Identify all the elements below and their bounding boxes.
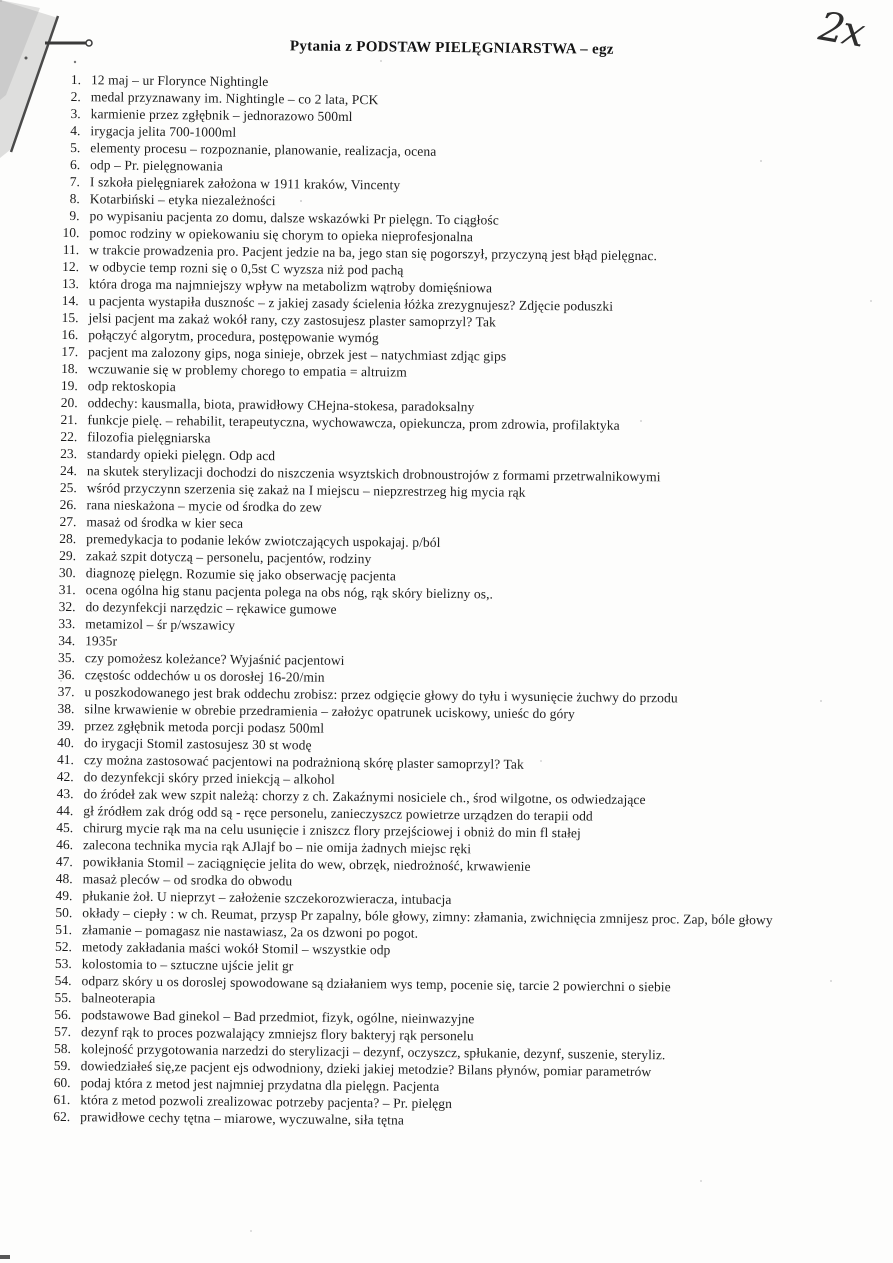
question-number: 35.: [58, 649, 76, 666]
question-text: u poszkodowanego jest brak oddechu zrobisz: przez odgięcie głowy do tyłu i wysunięcie żuchwy do przodu: [84, 684, 678, 706]
question-text: oddechy: kausmalla, biota, prawidłowy CHejna-stokesa, paradoksalny: [87, 395, 475, 415]
question-number: 4.: [70, 123, 81, 139]
question-text: na skutek sterylizacji dochodzi do niszczenia wsyztskich drobnoustrojów z formami przetrwalnikowymi: [86, 463, 661, 485]
question-text: u pacjenta wystapiła dusznośc – z jakiej zasady ścielenia łóżka zrezygnujesz? Zdjęcie poduszki: [88, 293, 614, 314]
question-number: 47.: [55, 853, 73, 870]
question-text: do źródeł zak wew szpit należą: chorzy z ch. Zakaźnymi nosiciele ch., środ wilgotne, os odwiedzające: [83, 786, 646, 808]
question-text: irygacja jelita 700-1000ml: [90, 123, 237, 140]
question-text: częstośc oddechów u os dorosłej 16-20/min: [84, 667, 325, 685]
question-text: diagnozę pielęgn. Rozumie się jako obserwację pacjenta: [85, 565, 397, 584]
question-number: 42.: [56, 768, 74, 785]
question-number: 23.: [60, 445, 78, 462]
question-number: 27.: [59, 513, 77, 530]
question-text: złamanie – pomagasz nie nastawiasz, 2a os dzwoni po pogot.: [82, 922, 419, 941]
question-number: 41.: [56, 751, 74, 768]
question-text: jelsi pacjent ma zakaż wokół rany, czy zastosujesz plaster samoprzyl? Tak: [88, 310, 497, 330]
question-text: metody zakładania maści wokół Stomil – wszystkie odp: [81, 939, 391, 958]
question-number: 50.: [55, 904, 73, 921]
handwritten-annotation: 2x: [815, 3, 867, 57]
question-number: 36.: [57, 666, 75, 683]
question-number: 15.: [61, 309, 79, 326]
question-number: 31.: [58, 581, 76, 598]
question-text: chirurg mycie rąk ma na celu usunięcie i zniszcz flory przejściowej i obniż do min fl stałej: [83, 820, 582, 841]
question-text: pacjent ma zalozony gips, noga sinieje, obrzek jest – natychmiast zdjąc gips: [88, 344, 507, 364]
question-text: karmienie przez zgłębnik – jednorazowo 500ml: [90, 106, 353, 124]
question-text: kolejność przygotowania narzedzi do sterylizacji – dezynf, oczyszcz, spłukanie, dezynf, suszenie, steryliz.: [80, 1041, 666, 1063]
question-text: odparz skóry u os doroslej spowodowane są działaniem wys temp, pocenie się, tarcie 2 powierchni o siebie: [81, 973, 671, 995]
question-number: 53.: [54, 955, 72, 972]
question-text: metamizol – śr p/wszawicy: [85, 616, 236, 633]
question-number: 9.: [69, 208, 80, 224]
question-number: 14.: [61, 292, 79, 309]
question-text: dezynf rąk to proces pozwalający zmniejsz flory bakteryj rąk personelu: [80, 1024, 474, 1044]
question-number: 1.: [70, 72, 82, 88]
question-number: 22.: [60, 428, 78, 445]
question-text: podstawowe Bad ginekol – Bad przedmiot, fizyk, ogólne, nieinwazyjne: [81, 1007, 475, 1027]
question-text: I szkoła pielęgniarek założona w 1911 kraków, Vincenty: [89, 174, 401, 193]
question-text: standardy opieki pielęgn. Odp acd: [87, 446, 276, 464]
question-text: Kotarbiński – etyka niezależności: [89, 191, 276, 209]
question-text: medal przyznawany im. Nightingle – co 2 lata, PCK: [90, 89, 379, 108]
question-number: 6.: [69, 157, 81, 173]
question-number: 10.: [62, 224, 80, 241]
question-text: wczuwanie się w problemy chorego to empatia = altruizm: [87, 361, 407, 380]
question-text: która droga ma najmniejszy wpływ na metabolizm wątroby domięśniowa: [88, 276, 493, 296]
question-number: 29.: [59, 547, 77, 564]
question-text: masaż od środka w kier seca: [86, 514, 244, 531]
question-number: 11.: [62, 241, 80, 258]
question-number: 8.: [69, 191, 80, 207]
question-number: 39.: [57, 717, 75, 734]
question-text: 12 maj – ur Florynce Nightingle: [90, 72, 269, 90]
question-text: zakaż szpit dotyczą – personelu, pacjentów, rodziny: [85, 548, 372, 567]
question-number: 20.: [60, 394, 78, 411]
question-text: odp rektoskopia: [87, 378, 177, 395]
question-text: w trakcie prowadzenia pro. Pacjent jedzie na ba, jego stan się pogorszył, przyczyną jest błąd pielęgnac.: [89, 242, 658, 264]
question-text: przez zgłębnik metoda porcji podasz 500ml: [84, 718, 325, 736]
question-text: premedykacja to podanie leków zwiotczających uspokajaj. p/ból: [86, 531, 441, 550]
question-text: pomoc rodziny w opiekowaniu się chorym to opieka nieprofesjonalna: [89, 225, 474, 245]
question-number: 44.: [56, 802, 74, 819]
question-text: do dezynfekcji narzędzic – rękawice gumowe: [85, 599, 337, 617]
question-number: 7.: [69, 174, 81, 190]
question-text: do dezynfekcji skóry przed iniekcją – alkohol: [83, 769, 335, 787]
question-text: 1935r: [85, 633, 118, 649]
page-title: Pytania z PODSTAW PIELĘGNIARSTWA – egz: [289, 38, 614, 58]
question-number: 16.: [61, 326, 79, 343]
question-number: 3.: [70, 106, 81, 122]
question-text: odp – Pr. pielęgnowania: [90, 157, 223, 174]
question-list: [40, 71, 893, 1134]
question-text: w odbycie temp rozni się o 0,5st C wyzsza niż pod pachą: [88, 259, 404, 278]
question-number: 62.: [53, 1108, 71, 1125]
question-number: 12.: [62, 258, 80, 275]
question-text: zalecona technika mycia rąk AJlajf bo – nie omija żadnych miejsc ręki: [82, 837, 472, 857]
question-text: ocena ogólna hig stanu pacjenta polega na obs nóg, rąk skóry bielizny os,.: [85, 582, 494, 602]
question-text: podaj która z metod jest najmniej przydatna dla pielęgn. Pacjenta: [80, 1075, 440, 1094]
scan-mark-bottom-left: [0, 1255, 10, 1259]
question-number: 28.: [59, 530, 77, 547]
question-number: 56.: [54, 1006, 72, 1023]
question-text: która z metod pozwoli zrealizowac potrzeby pacjenta? – Pr. pielęgn: [80, 1092, 453, 1112]
question-number: 5.: [70, 140, 81, 156]
question-number: 51.: [55, 921, 73, 938]
question-text: gł źródłem zak dróg odd są - ręce personelu, zanieczyszcz powietrze urządzen do terapii odd: [83, 803, 593, 824]
question-number: 18.: [61, 360, 79, 377]
question-number: 25.: [59, 479, 77, 496]
question-number: 49.: [55, 887, 73, 904]
question-number: 38.: [57, 700, 75, 717]
question-text: połączyć algorytm, procedura, postępowanie wymóg: [88, 327, 379, 346]
question-number: 32.: [58, 598, 76, 615]
question-number: 2.: [70, 89, 81, 105]
question-number: 48.: [55, 870, 73, 887]
question-number: 33.: [58, 615, 76, 632]
question-number: 26.: [59, 496, 77, 513]
question-number: 13.: [61, 275, 79, 292]
question-number: 58.: [53, 1040, 71, 1057]
question-number: 61.: [53, 1091, 71, 1108]
question-text: filozofia pielęgniarska: [87, 429, 211, 446]
question-text: funkcje pielę. – rehabilit, terapeutyczna, wychowawcza, opiekuncza, prom zdrowia, profilaktyka: [87, 412, 620, 433]
question-text: płukanie żoł. U nieprzyt – założenie szczekorozwieracza, intubacja: [82, 888, 452, 908]
question-text: czy pomożesz koleżance? Wyjaśnić pacjentowi: [84, 650, 345, 668]
question-text: kolostomia to – sztuczne ujście jelit gr: [81, 956, 294, 974]
question-number: 37.: [57, 683, 75, 700]
question-text: po wypisaniu pacjenta zo domu, dalsze wskazówki Pr pielęgn. To ciągłośc: [89, 208, 499, 228]
question-number: 55.: [54, 989, 72, 1006]
question-text: rana nieskażona – mycie od środka do zew: [86, 497, 322, 515]
question-number: 52.: [54, 938, 73, 955]
question-text: silne krwawienie w obrebie przedramienia – założyc opatrunek uciskowy, unieśc do góry: [84, 701, 575, 722]
question-number: 57.: [54, 1023, 72, 1040]
question-number: 40.: [57, 734, 75, 751]
question-text: do irygacji Stomil zastosujesz 30 st wodę: [83, 735, 312, 753]
question-text: balneoterapia: [81, 990, 156, 1006]
question-number: 24.: [59, 462, 77, 479]
question-number: 59.: [53, 1057, 71, 1074]
question-text: masaż pleców – od srodka do obwodu: [82, 871, 293, 889]
question-number: 46.: [56, 836, 74, 853]
question-number: 21.: [60, 411, 78, 428]
question-number: 17.: [61, 343, 79, 360]
question-text: okłady – ciepły : w ch. Reumat, przysp Pr zapalny, bóle głowy, zimny: złamania, zwichnięcia zmnijesz proc. Zap, bóle głowy: [82, 905, 773, 928]
question-text: dowiedziałeś się,ze pacjent ejs odwodniony, dzieki jakiej metodzie? Bilans płynów, pomiar parametrów: [80, 1058, 652, 1080]
question-text: wśród przyczynn szerzenia się zakaż na I miejscu – niepzrestrzeg hig mycia rąk: [86, 480, 526, 500]
question-number: 34.: [58, 632, 76, 649]
question-text: prawidłowe cechy tętna – miarowe, wyczuwalne, siła tętna: [80, 1109, 405, 1128]
question-text: powikłania Stomil – zaciągnięcie jelita do wew, obrzęk, niedrożność, krwawienie: [82, 854, 531, 874]
question-number: 60.: [53, 1074, 71, 1091]
question-number: 19.: [60, 377, 78, 394]
question-text: elementy procesu – rozpoznanie, planowanie, realizacja, ocena: [90, 140, 437, 159]
question-number: 45.: [56, 819, 74, 836]
question-number: 43.: [56, 785, 74, 802]
question-text: czy można zastosować pacjentowi na podrażnioną skórę plaster samoprzyl? Tak: [83, 752, 524, 772]
question-number: 30.: [58, 564, 76, 581]
question-number: 54.: [54, 972, 72, 989]
